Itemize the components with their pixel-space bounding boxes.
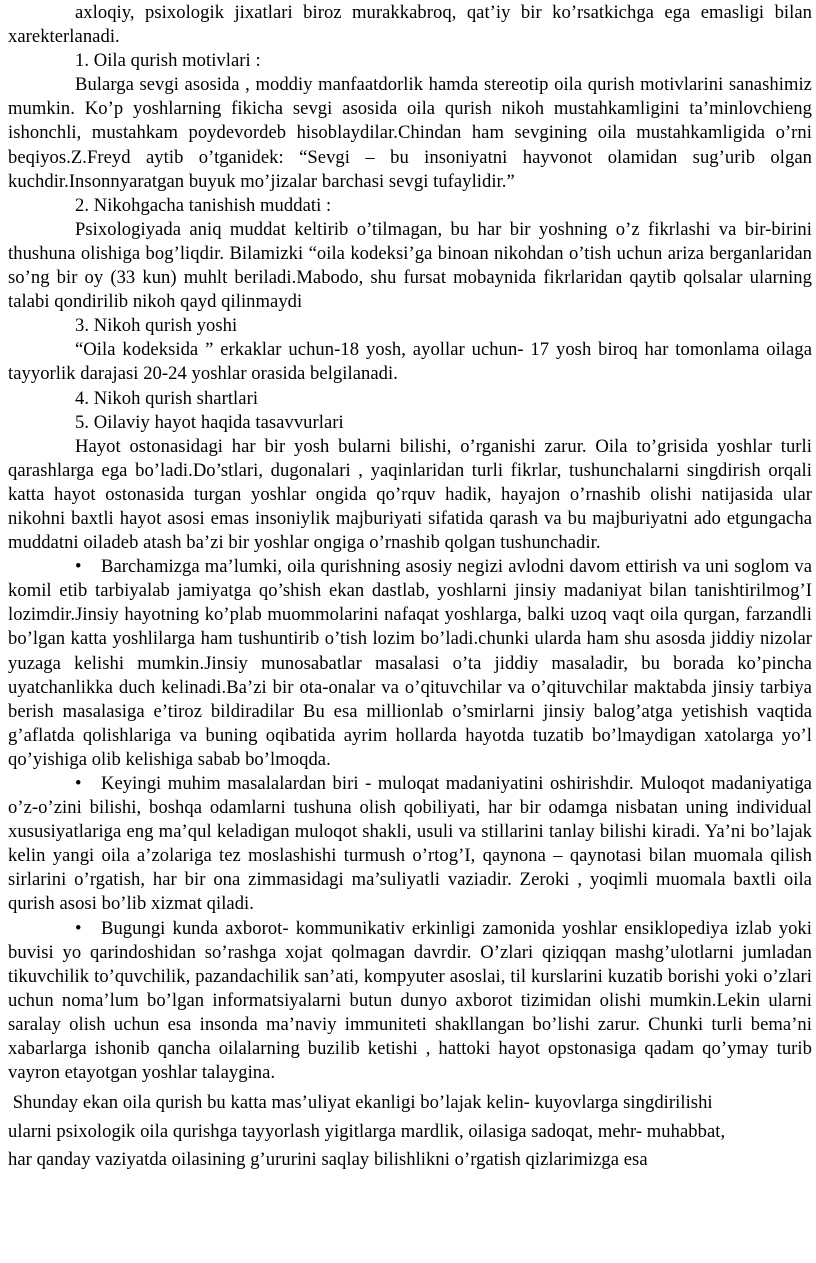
heading-3: 3. Nikoh qurish yoshi	[75, 315, 238, 337]
heading-1: 1. Oila qurish motivlari :	[75, 50, 261, 72]
closing-line-3: har qanday vaziyatda oilasining g’ururini saqlay bilishlikni o’rgatish qizlarimizga esa	[8, 1149, 648, 1171]
paragraph-1: Bularga sevgi asosida , moddiy manfaatdorlik hamda stereotip oila qurish motivlarini sanashimiz mumkin. Ko’p yoshlarning fikicha sevgi asosida oila qurish nikoh mustahkamligini ta’minlovchieng ishonchli, mustahkam poydevordeb hisoblaydilar.Chindan ham sevgining oila mustahkamligida o’rni beqiyos.Z.Freyd aytib o’tganidek: “Sevgi – bu insoniyatni hayvonot olamidan sug’urib olgan kuchdir.Insonnyaratgan buyuk mo’jizalar barchasi sevgi tufaylidir.”	[8, 74, 812, 192]
bullet-icon: •	[75, 917, 82, 939]
bullet-paragraph-3	[8, 917, 812, 1086]
bullet-paragraph-1	[8, 555, 812, 772]
closing-line-2: ularni psixologik oila qurishga tayyorlash yigitlarga mardlik, oilasiga sadoqat, mehr- muhabbat,	[8, 1120, 726, 1142]
heading-2: 2. Nikohgacha tanishish muddati :	[75, 194, 332, 216]
paragraph-3: “Oila kodeksida ” erkaklar uchun-18 yosh, ayollar uchun- 17 yosh biroq har tomonlama oilaga tayyorlik darajasi 20-24 yoshlar orasida belgilanadi.	[8, 339, 812, 385]
bullet-text-2: Keyingi muhim masalalardan biri - muloqat madaniyatini oshirishdir. Muloqot madaniyatiga o’z-o’zini bilishi, boshqa odamlarni tushuna olish qobiliyati, har bir odamga nisbatan uning individual xususiyatlariga eng ma’qul keladigan muloqot shakli, usuli va stillarini tanlay bilishi kiradi. Ya’ni bo’lajak kelin yangi oila a’zolariga tez moslashishi turmush o’rtog’I, qaynona – qaynotasi bilan muomala qilish sirlarini o’rgatish, har bir ona zimmasidagi ma’suliyatli vaziadir. Zeroki , yoqimli muomala baxtli oila qurish asosi bo’lib xizmat qiladi.	[8, 773, 812, 915]
closing-paragraph	[8, 1089, 812, 1175]
bullet-text-3: Bugungi kunda axborot- kommunikativ erkinligi zamonida yoshlar ensiklopediya izlab yoki buvisi yo qarindoshidan so’rashga xojat qolmagan davrdir. O’zlari qiziqqan mashg’ulotlarni jumladan tikuvchilik to’quvchilik, pazandachilik san’ati, kompyuter asoslai, til kurslarini kuzatib borishi yoki o’zlari uchun noma’lum bo’lgan informatsiyalarni butun dunyo axborot tizimidan olishi mumkin.Lekin ularni saralay olish uchun esa insonda ma’naviy immuniteti shakllangan bo’lishi zarur. Chunki turli bema’ni xabarlarga ishonib qancha oilalarning buzilib ketishi , hattoki hayot opstonasiga qadam qo’ymay turib vayron etayotgan yoshlar talaygina.	[8, 917, 812, 1084]
intro-paragraph: axloqiy, psixologik jixatlari biroz murakkabroq, qat’iy bir ko’rsatkichga ega emasligi bilan xarekterlanadi.	[8, 2, 812, 48]
paragraph-2: Psixologiyada aniq muddat keltirib o’tilmagan, bu har bir yoshning o’z fikrlashi va bir-birini thushuna olishiga bog’liqdir. Bilamizki “oila kodeksi’ga binoan nikohdan o’tish uchun ariza berganlaridan so’ng bir oy (33 kun) muhlt beriladi.Mabodo, shu fursat mobaynida fikrlaridan qaytib qolsalar ularning talabi qondirilib nikoh qayd qilinmaydi	[8, 218, 812, 313]
bullet-icon: •	[75, 556, 82, 578]
closing-line-1: Shunday ekan oila qurish bu katta mas’uliyat ekanligi bo’lajak kelin- kuyovlarga singdirilishi	[8, 1092, 713, 1114]
heading-5: 5. Oilaviy hayot haqida tasavvurlari	[75, 411, 344, 433]
bullet-text-1: Barchamizga ma’lumki, oila qurishning asosiy negizi avlodni davom ettirish va uni soglom va komil etib tarbiyalab jamiyatga qo’shish ekan dastlab, yoshlarni jinsiy madaniyat bilan tanishtirilmog’I lozimdir.Jinsiy hayotning ko’plab muommolarini nafaqat yoshlarga, balki uzoq vaqt oila qurgan, farzandli bo’lgan katta yoshlilarga ham tushuntirib o’tish lozim bo’ladi.chunki ularda ham shu asosda jiddiy nizolar yuzaga kelishi mumkin.Jinsiy munosabatlar masalasi o’ta jiddiy masaladir, bu borada ko’pincha uyatchanlikka duch kelinadi.Ba’zi bir ota-onalar va o’qituvchilar va o’qituvchilar maktabda jinsiy tarbiya berish masalasiga e’tiroz bildiradilar Bu esa millionlab o’smirlarni jinsiy balog’atga yetishish vaqtida g’aflatda qolishlariga va buning oqibatida ayrim hollarda hayotda tuzatib bo’lmaydigan xatolarga yo’l qo’yishiga olib kelishiga sabab bo’lmoqda.	[8, 556, 812, 770]
paragraph-5: Hayot ostonasidagi har bir yosh bularni bilishi, o’rganishi zarur. Oila to’grisida yoshlar turli qarashlarga ega bo’ladi.Do’stlari, dugonalari , yaqinlaridan turli fikrlar, tushunchalarni singdirish orqali katta hayot ostonasida turgan yoshlar ongida qo’rquv hadik, hayajon o’rnashib olishi natijasida ular nikohni baxtli hayot asosi emas insoniylik majburiyati sifatida qarash va bu majburiyatni ado etgungacha muddatni oiladeb atash ba’zi bir yoshlar ongiga o’rnashib qolgan tushunchadir.	[8, 435, 812, 554]
bullet-icon: •	[75, 773, 82, 794]
bullet-paragraph-2	[8, 772, 812, 917]
document-body	[8, 1, 812, 1175]
heading-4: 4. Nikoh qurish shartlari	[75, 387, 259, 409]
